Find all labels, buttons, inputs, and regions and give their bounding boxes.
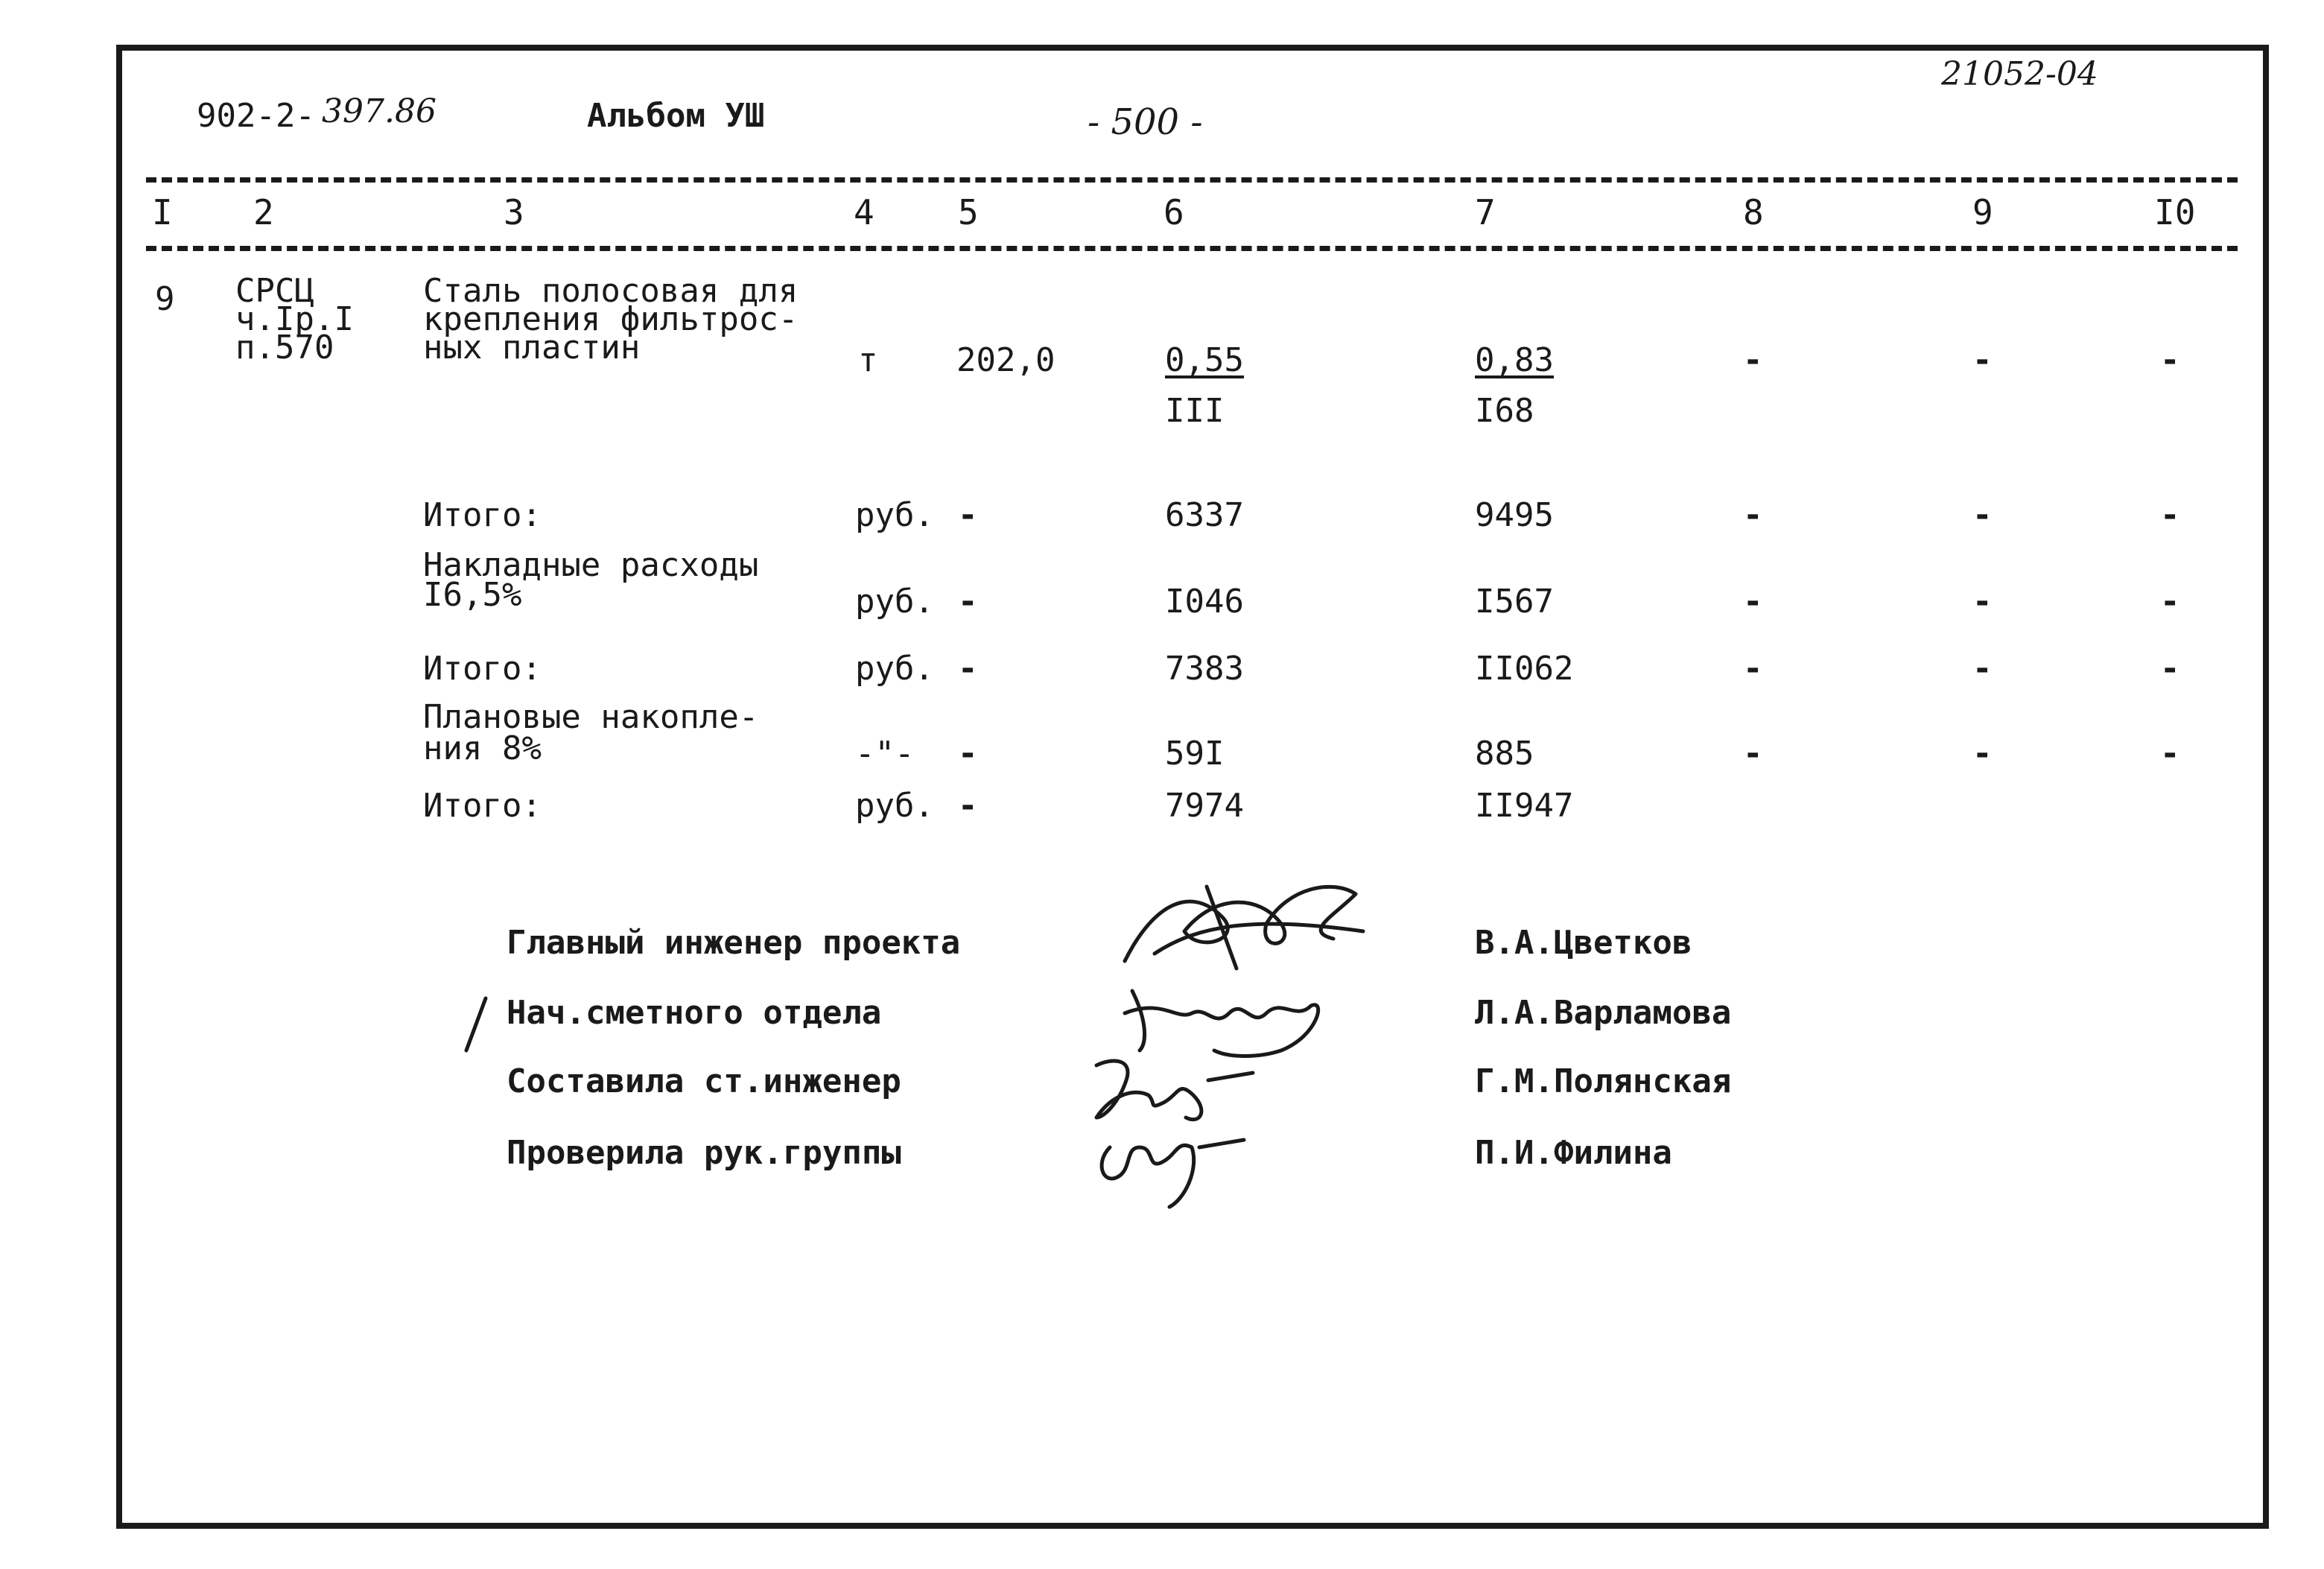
col-header-4: 4: [854, 192, 874, 232]
summary-col7: 9495: [1475, 496, 1554, 534]
header-divider-top: [146, 177, 2238, 183]
col-header-6: 6: [1163, 192, 1184, 232]
col-header-7: 7: [1475, 192, 1496, 232]
summary-col5: -: [958, 583, 978, 621]
doc-code-handwritten: 397.86: [322, 92, 436, 130]
summary-unit: руб.: [855, 583, 934, 621]
item-description-line-3: ных пластин: [423, 329, 641, 367]
item-description-line-2: крепления фильтрос-: [423, 300, 799, 338]
summary-col7: 885: [1475, 735, 1534, 773]
summary-unit: -"-: [855, 735, 915, 773]
summary-col7: I567: [1475, 583, 1554, 621]
summary-col5: -: [958, 787, 978, 825]
summary-col6: 59I: [1165, 735, 1225, 773]
item-col6-top: 0,55: [1165, 341, 1244, 379]
archive-number: 21052-04: [1941, 55, 2098, 93]
summary-col5: -: [958, 650, 978, 688]
col-header-9: 9: [1972, 192, 1993, 232]
item-description-line-1: Сталь полосовая для: [423, 272, 799, 310]
summary-col10: -: [2160, 735, 2180, 773]
summary-col6: 7974: [1165, 787, 1244, 825]
summary-col9: -: [1972, 583, 1993, 621]
summary-label: Итого:: [423, 787, 542, 825]
page-number: - 500 -: [1088, 101, 1203, 143]
summary-label: Итого:: [423, 650, 542, 688]
summary-col7: II947: [1475, 787, 1574, 825]
item-col8: -: [1743, 341, 1763, 379]
summary-label: Итого:: [423, 496, 542, 534]
item-col6-bottom: III: [1165, 392, 1225, 430]
signature-4-scribble: [1088, 1118, 1266, 1214]
header-divider-bottom: [146, 246, 2238, 251]
signature-role: Составила ст.инженер: [507, 1062, 901, 1100]
summary-col8: -: [1743, 583, 1763, 621]
album-label: Альбом УШ: [587, 97, 765, 135]
summary-col10: -: [2160, 583, 2180, 621]
summary-unit: руб.: [855, 787, 934, 825]
summary-col5: -: [958, 735, 978, 773]
summary-col6: I046: [1165, 583, 1244, 621]
signature-role: Проверила рук.группы: [507, 1134, 901, 1172]
summary-col10: -: [2160, 496, 2180, 534]
col-header-2: 2: [253, 192, 274, 232]
summary-label-line-1: Накладные расходы: [423, 546, 759, 584]
summary-label-line-2: I6,5%: [423, 576, 522, 614]
item-col7-bottom: I68: [1475, 392, 1534, 430]
signature-name: Л.А.Варламова: [1475, 994, 1732, 1032]
item-col9: -: [1972, 341, 1993, 379]
summary-col10: -: [2160, 650, 2180, 688]
summary-col9: -: [1972, 735, 1993, 773]
summary-col8: -: [1743, 650, 1763, 688]
summary-col9: -: [1972, 496, 1993, 534]
signature-role: Нач.сметного отдела: [507, 994, 882, 1032]
item-quantity: 202,0: [956, 341, 1055, 379]
col-header-5: 5: [958, 192, 979, 232]
item-ref-line-3: п.570: [235, 329, 334, 367]
summary-col9: -: [1972, 650, 1993, 688]
summary-col6: 7383: [1165, 650, 1244, 688]
item-ref-line-1: СРСЦ: [235, 272, 314, 310]
pen-mark: [462, 995, 492, 1055]
col-header-3: 3: [504, 192, 524, 232]
signature-1-scribble: [1110, 872, 1378, 983]
summary-unit: руб.: [855, 496, 934, 534]
col-header-10: I0: [2154, 192, 2196, 232]
signature-name: Г.М.Полянская: [1475, 1062, 1732, 1100]
item-ref-line-2: ч.Iр.I: [235, 300, 354, 338]
item-col10: -: [2160, 341, 2180, 379]
signature-name: П.И.Филина: [1475, 1134, 1672, 1172]
summary-col7: II062: [1475, 650, 1574, 688]
item-number: 9: [155, 280, 175, 318]
doc-code: 902-2-: [197, 97, 315, 135]
col-header-8: 8: [1743, 192, 1764, 232]
summary-col8: -: [1743, 735, 1763, 773]
summary-label-line-2: ния 8%: [423, 729, 542, 767]
col-header-1: I: [152, 192, 173, 232]
summary-col5: -: [958, 496, 978, 534]
summary-col8: -: [1743, 496, 1763, 534]
item-col7-top: 0,83: [1475, 341, 1554, 379]
summary-label-line-1: Плановые накопле-: [423, 698, 759, 736]
summary-unit: руб.: [855, 650, 934, 688]
item-unit: т: [858, 341, 878, 379]
signature-name: В.А.Цветков: [1475, 924, 1692, 962]
signature-role: Главный инженер проекта: [507, 924, 961, 962]
summary-col6: 6337: [1165, 496, 1244, 534]
